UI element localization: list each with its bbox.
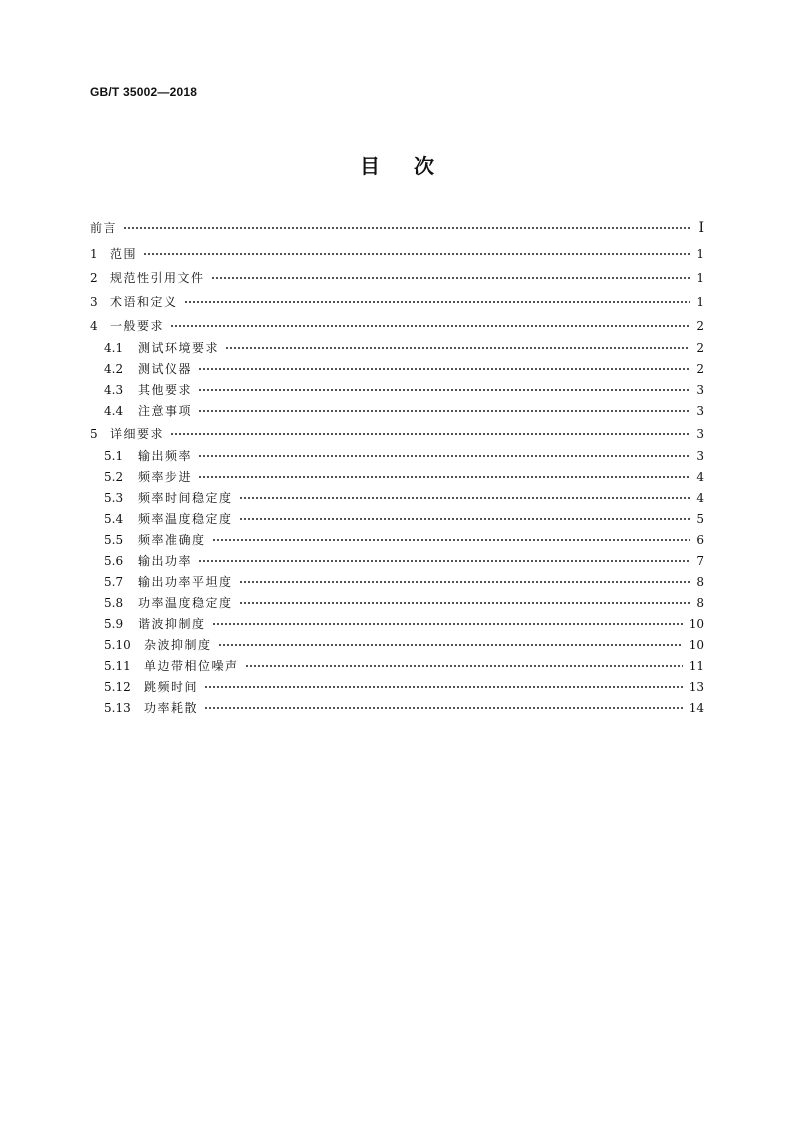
toc-entry-label: 其他要求	[138, 383, 193, 397]
toc-entry-label: 输出频率	[138, 449, 193, 463]
toc-entry-number: 4	[90, 319, 98, 333]
toc-entry-label: 注意事项	[138, 404, 193, 418]
toc-entry-label: 输出功率平坦度	[138, 575, 233, 589]
document-id: GB/T 35002—2018	[90, 85, 198, 99]
toc-entry-page: 4	[696, 470, 704, 484]
toc-entry-label: 测试环境要求	[138, 341, 220, 355]
toc-entry-number: 3	[90, 295, 98, 309]
toc-leader-dots	[245, 665, 683, 667]
toc-entry-page: 8	[696, 575, 704, 589]
toc-entry-label: 谐波抑制度	[138, 617, 206, 631]
toc-entry-number: 5.13	[104, 701, 131, 715]
toc-entry-5-13[interactable]	[90, 698, 704, 719]
toc-entry-5-9[interactable]	[90, 614, 704, 635]
toc-entry-5-4[interactable]	[90, 509, 704, 530]
toc-entry-number: 5.7	[104, 575, 124, 589]
toc-entry-label: 术语和定义	[110, 295, 178, 309]
toc-entry-page: I	[698, 220, 704, 236]
toc-entry-page: 2	[696, 341, 704, 355]
toc-entry-5-7[interactable]	[90, 572, 704, 593]
toc-entry-label: 频率时间稳定度	[138, 491, 233, 505]
toc-entry-page: 10	[688, 617, 704, 631]
toc-leader-dots	[218, 644, 683, 646]
toc-entry-label: 频率温度稳定度	[138, 512, 233, 526]
toc-entry-5-1[interactable]	[90, 446, 704, 467]
toc-entry-label: 规范性引用文件	[110, 271, 205, 285]
toc-entry-number: 5.3	[104, 491, 124, 505]
toc-leader-dots	[198, 476, 690, 478]
toc-entry-number: 4.2	[104, 362, 124, 376]
toc-entry-label: 杂波抑制度	[144, 638, 212, 652]
toc-entry-page: 10	[688, 638, 704, 652]
toc-entry-number: 2	[90, 271, 98, 285]
toc-leader-dots	[239, 602, 690, 604]
toc-leader-dots	[198, 455, 690, 457]
toc-entry-label: 测试仪器	[138, 362, 193, 376]
toc-entry-5[interactable]	[90, 422, 704, 446]
toc-leader-dots	[170, 325, 690, 327]
toc-entry-number: 4.4	[104, 404, 124, 418]
toc-entry-number: 5.8	[104, 596, 124, 610]
toc-entry-number: 5.12	[104, 680, 131, 694]
toc-leader-dots	[212, 623, 683, 625]
toc-entry-page: 7	[696, 554, 704, 568]
toc-leader-dots	[212, 539, 690, 541]
toc-leader-dots	[239, 581, 690, 583]
toc-entry-number: 5.9	[104, 617, 124, 631]
toc-entry-5-6[interactable]	[90, 551, 704, 572]
toc-leader-dots	[198, 389, 690, 391]
toc-leader-dots	[239, 497, 690, 499]
toc-entry-5-11[interactable]	[90, 656, 704, 677]
toc-entry-5-5[interactable]	[90, 530, 704, 551]
table-of-contents	[90, 217, 704, 719]
toc-entry-label: 跳频时间	[144, 680, 199, 694]
toc-entry-page: 8	[696, 596, 704, 610]
toc-leader-dots	[143, 253, 690, 255]
toc-entry-number: 4.3	[104, 383, 124, 397]
toc-entry-number: 1	[90, 247, 98, 261]
toc-entry-label: 功率耗散	[144, 701, 199, 715]
toc-leader-dots	[198, 560, 690, 562]
toc-entry-5-3[interactable]	[90, 488, 704, 509]
toc-title: 目次	[360, 154, 468, 178]
toc-entry-page: 1	[696, 247, 704, 261]
toc-entry-page: 1	[696, 271, 704, 285]
toc-entry-page: 1	[696, 295, 704, 309]
toc-entry-page: 3	[696, 449, 704, 463]
toc-entry-number: 5.10	[104, 638, 131, 652]
toc-leader-dots	[204, 686, 683, 688]
toc-entry-number: 5.6	[104, 554, 124, 568]
toc-entry-page: 14	[688, 701, 704, 715]
toc-leader-dots	[198, 410, 690, 412]
toc-entry-page: 2	[696, 362, 704, 376]
toc-leader-dots	[198, 368, 690, 370]
toc-leader-dots	[204, 707, 683, 709]
toc-entry-number: 5.1	[104, 449, 124, 463]
toc-leader-dots	[225, 347, 690, 349]
toc-entry-1[interactable]	[90, 242, 704, 266]
toc-entry-3[interactable]	[90, 290, 704, 314]
toc-entry-label: 范围	[110, 247, 138, 261]
toc-entry-label: 功率温度稳定度	[138, 596, 233, 610]
toc-entry-page: 11	[688, 659, 704, 673]
toc-entry-4[interactable]	[90, 314, 704, 338]
toc-entry-number: 5.5	[104, 533, 124, 547]
toc-leader-dots	[123, 227, 690, 229]
toc-entry-4-3[interactable]	[90, 380, 704, 401]
toc-entry-page: 4	[696, 491, 704, 505]
toc-entry-page: 5	[696, 512, 704, 526]
toc-leader-dots	[170, 433, 690, 435]
toc-entry-number: 5.2	[104, 470, 124, 484]
toc-entry-label: 详细要求	[110, 427, 165, 441]
toc-entry-foreword[interactable]	[90, 217, 704, 239]
toc-entry-5-2[interactable]	[90, 467, 704, 488]
toc-entry-5-10[interactable]	[90, 635, 704, 656]
toc-leader-dots	[211, 277, 690, 279]
toc-entry-4-2[interactable]	[90, 359, 704, 380]
toc-entry-page: 13	[688, 680, 704, 694]
toc-entry-label: 前言	[90, 221, 118, 235]
toc-entry-label: 一般要求	[110, 319, 165, 333]
toc-entry-2[interactable]	[90, 266, 704, 290]
toc-entry-5-8[interactable]	[90, 593, 704, 614]
toc-entry-page: 3	[696, 427, 704, 441]
toc-entry-number: 4.1	[104, 341, 124, 355]
toc-entry-number: 5.4	[104, 512, 124, 526]
toc-entry-page: 3	[696, 404, 704, 418]
toc-entry-4-4[interactable]	[90, 401, 704, 422]
toc-entry-label: 频率准确度	[138, 533, 206, 547]
toc-entry-page: 3	[696, 383, 704, 397]
toc-entry-page: 6	[696, 533, 704, 547]
toc-entry-page: 2	[696, 319, 704, 333]
toc-entry-label: 单边带相位噪声	[144, 659, 239, 673]
toc-leader-dots	[184, 301, 690, 303]
toc-entry-label: 输出功率	[138, 554, 193, 568]
toc-entry-number: 5.11	[104, 659, 131, 673]
toc-leader-dots	[239, 518, 690, 520]
toc-entry-label: 频率步进	[138, 470, 193, 484]
toc-entry-4-1[interactable]	[90, 338, 704, 359]
toc-entry-5-12[interactable]	[90, 677, 704, 698]
toc-entry-number: 5	[90, 427, 98, 441]
